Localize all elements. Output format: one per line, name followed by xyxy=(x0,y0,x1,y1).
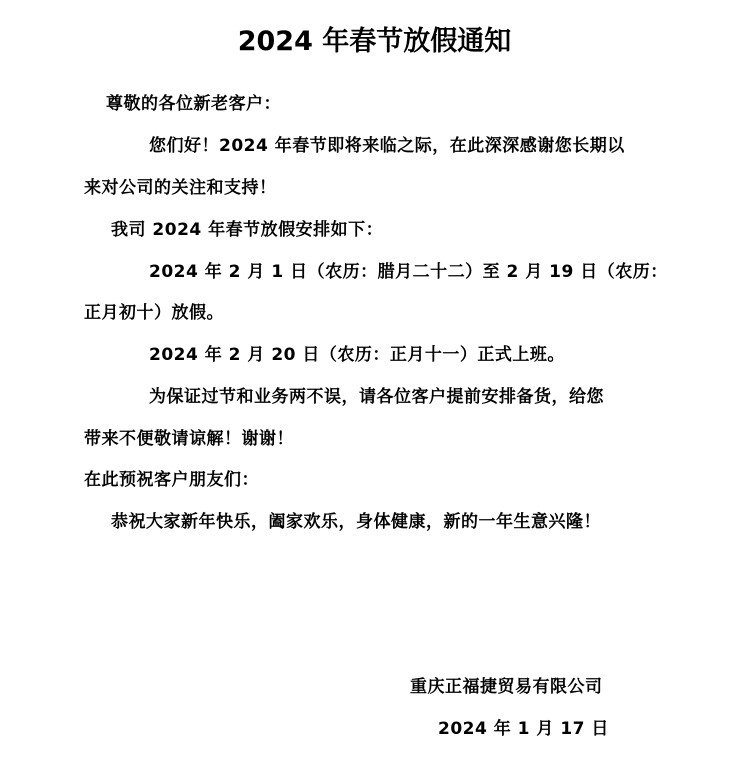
greeting-line-1: 您们好！2024 年春节即将来临之际，在此深深感谢您长期以 xyxy=(149,136,625,156)
holiday-line-2: 正月初十）放假。 xyxy=(84,303,224,323)
wishes-text: 恭祝大家新年快乐，阖家欢乐，身体健康，新的一年生意兴隆！ xyxy=(111,512,601,532)
wishes-intro: 在此预祝客户朋友们： xyxy=(84,470,259,490)
salutation: 尊敬的各位新老客户： xyxy=(106,94,281,114)
holiday-line-1: 2024 年 2 月 1 日（农历：腊月二十二）至 2 月 19 日（农历： xyxy=(149,262,668,282)
company-signature: 重庆正福捷贸易有限公司 xyxy=(410,677,603,697)
stock-notice-line-2: 带来不便敬请谅解！谢谢！ xyxy=(84,429,294,449)
stock-notice-line-1: 为保证过节和业务两不误，请各位客户提前安排备货，给您 xyxy=(149,387,604,407)
return-to-work-line: 2024 年 2 月 20 日（农历：正月十一）正式上班。 xyxy=(149,345,565,365)
notice-date: 2024 年 1 月 17 日 xyxy=(438,719,609,739)
arrangement-intro: 我司 2024 年春节放假安排如下： xyxy=(111,220,384,240)
notice-title: 2024 年春节放假通知 xyxy=(237,26,512,57)
greeting-line-2: 来对公司的关注和支持！ xyxy=(84,178,277,198)
